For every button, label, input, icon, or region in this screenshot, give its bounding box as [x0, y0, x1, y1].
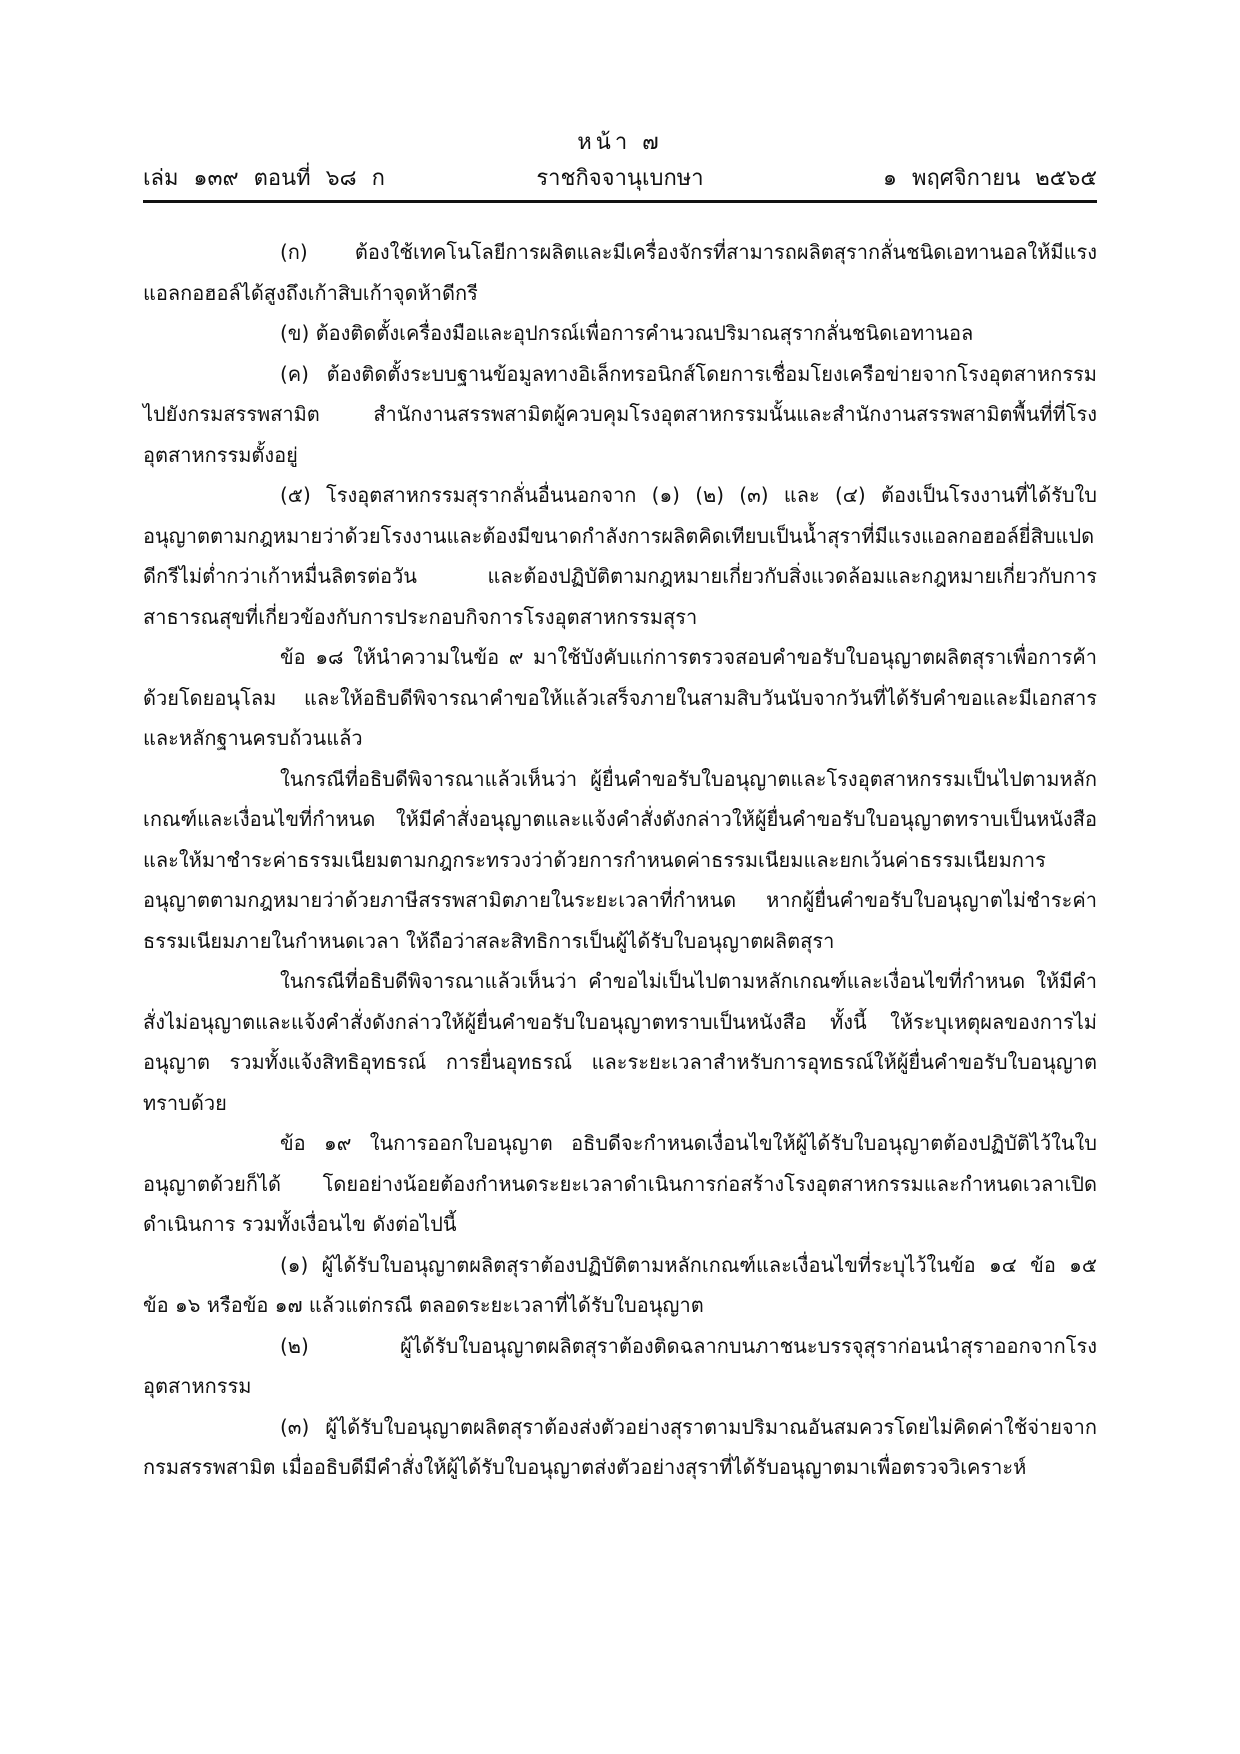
paragraph-approval-case: ในกรณีที่อธิบดีพิจารณาแล้วเห็นว่า ผู้ยื่นคำขอรับใบอนุญาตและโรงอุตสาหกรรมเป็นไปตามหลักเกณฑ์และเงื่อนไขที่กำหนด ให้มีคำสั่งอนุญาตและแจ้งคำสั่งดังกล่าวให้ผู้ยื่นคำขอรับใบอนุญาตทราบเป็นหนังสือ และให้มาชำระค่าธรรมเนียมตามกฎกระทรวงว่าด้วยการกำหนดค่าธรรมเนียมและยกเว้นค่าธรรมเนียมการอนุญาตตามกฎหมายว่าด้วยภาษีสรรพสามิตภายในระยะเวลาที่กำหนด หากผู้ยื่นคำขอรับใบอนุญาตไม่ชำระค่าธรรมเนียมภายในกำหนดเวลา ให้ถือว่าสละสิทธิการเป็นผู้ได้รับใบอนุญาตผลิตสุรา	[143, 766, 1097, 953]
paragraph-kho: (ข) ต้องติดตั้งเครื่องมือและอุปกรณ์เพื่อการคำนวณปริมาณสุรากลั่นชนิดเอทานอล	[280, 321, 974, 345]
gazette-header	[143, 164, 1097, 194]
paragraph-condition-3: (๓) ผู้ได้รับใบอนุญาตผลิตสุราต้องส่งตัวอย่างสุราตามปริมาณอันสมควรโดยไม่คิดค่าใช้จ่ายจากกรมสรรพสามิต เมื่ออธิบดีมีคำสั่งให้ผู้ได้รับใบอนุญาตส่งตัวอย่างสุราที่ได้รับอนุญาตมาเพื่อตรวจวิเคราะห์	[143, 1414, 1097, 1479]
paragraph-item-5: (๕) โรงอุตสาหกรรมสุรากลั่นอื่นนอกจาก (๑) (๒) (๓) และ (๔) ต้องเป็นโรงงานที่ได้รับใบอนุญาตตามกฎหมายว่าด้วยโรงงานและต้องมีขนาดกำลังการผลิตคิดเทียบเป็นน้ำสุราที่มีแรงแอลกอฮอล์ยี่สิบแปดดีกรีไม่ต่ำกว่าเก้าหมื่นลิตรต่อวัน และต้องปฏิบัติตามกฎหมายเกี่ยวกับสิ่งแวดล้อมและกฎหมายเกี่ยวกับการสาธารณสุขที่เกี่ยวข้องกับการประกอบกิจการโรงอุตสาหกรรมสุรา	[143, 483, 1097, 629]
paragraph-condition-2: (๒) ผู้ได้รับใบอนุญาตผลิตสุราต้องติดฉลากบนภาชนะบรรจุสุราก่อนนำสุราออกจากโรงอุตสาหกรรม	[143, 1333, 1097, 1398]
paragraph-section-19: ข้อ ๑๙ ในการออกใบอนุญาต อธิบดีจะกำหนดเงื่อนไขให้ผู้ได้รับใบอนุญาตต้องปฏิบัติไว้ในใบอนุญาตด้วยก็ได้ โดยอย่างน้อยต้องกำหนดระยะเวลาดำเนินการก่อสร้างโรงอุตสาหกรรมและกำหนดเวลาเปิดดำเนินการ รวมทั้งเงื่อนไข ดังต่อไปนี้	[143, 1131, 1097, 1236]
paragraph-condition-1: (๑) ผู้ได้รับใบอนุญาตผลิตสุราต้องปฏิบัติตามหลักเกณฑ์และเงื่อนไขที่ระบุไว้ในข้อ ๑๔ ข้อ ๑๕ ข้อ ๑๖ หรือข้อ ๑๗ แล้วแต่กรณี ตลอดระยะเวลาที่ได้รับใบอนุญาต	[143, 1252, 1097, 1317]
page-number: หน้า ๗	[577, 130, 663, 155]
header-divider	[143, 200, 1097, 203]
paragraph-ko: (ก) ต้องใช้เทคโนโลยีการผลิตและมีเครื่องจักรที่สามารถผลิตสุรากลั่นชนิดเอทานอลให้มีแรงแอลกอฮอล์ได้สูงถึงเก้าสิบเก้าจุดห้าดีกรี	[143, 240, 1097, 305]
paragraph-kho-khwai: (ค) ต้องติดตั้งระบบฐานข้อมูลทางอิเล็กทรอนิกส์โดยการเชื่อมโยงเครือข่ายจากโรงอุตสาหกรรมไปยังกรมสรรพสามิต สำนักงานสรรพสามิตผู้ควบคุมโรงอุตสาหกรรมนั้นและสำนักงานสรรพสามิตพื้นที่ที่โรงอุตสาหกรรมตั้งอยู่	[143, 361, 1097, 467]
paragraph-section-18: ข้อ ๑๘ ให้นำความในข้อ ๙ มาใช้บังคับแก่การตรวจสอบคำขอรับใบอนุญาตผลิตสุราเพื่อการค้าด้วยโดยอนุโลม และให้อธิบดีพิจารณาคำขอให้แล้วเสร็จภายในสามสิบวันนับจากวันที่ได้รับคำขอและมีเอกสารและหลักฐานครบถ้วนแล้ว	[143, 645, 1097, 750]
paragraph-rejection-case: ในกรณีที่อธิบดีพิจารณาแล้วเห็นว่า คำขอไม่เป็นไปตามหลักเกณฑ์และเงื่อนไขที่กำหนด ให้มีคำสั่งไม่อนุญาตและแจ้งคำสั่งดังกล่าวให้ผู้ยื่นคำขอรับใบอนุญาตทราบเป็นหนังสือ ทั้งนี้ ให้ระบุเหตุผลของการไม่อนุญาต รวมทั้งแจ้งสิทธิอุทธรณ์ การยื่นอุทธรณ์ และระยะเวลาสำหรับการอุทธรณ์ให้ผู้ยื่นคำขอรับใบอนุญาตทราบด้วย	[143, 969, 1097, 1115]
document-body	[143, 232, 1097, 1488]
publication-date: ๑ พฤศจิกายน ๒๕๖๕	[883, 166, 1097, 191]
gazette-title: ราชกิจจานุเบกษา	[536, 166, 704, 191]
volume-issue: เล่ม ๑๓๙ ตอนที่ ๖๘ ก	[143, 166, 385, 191]
